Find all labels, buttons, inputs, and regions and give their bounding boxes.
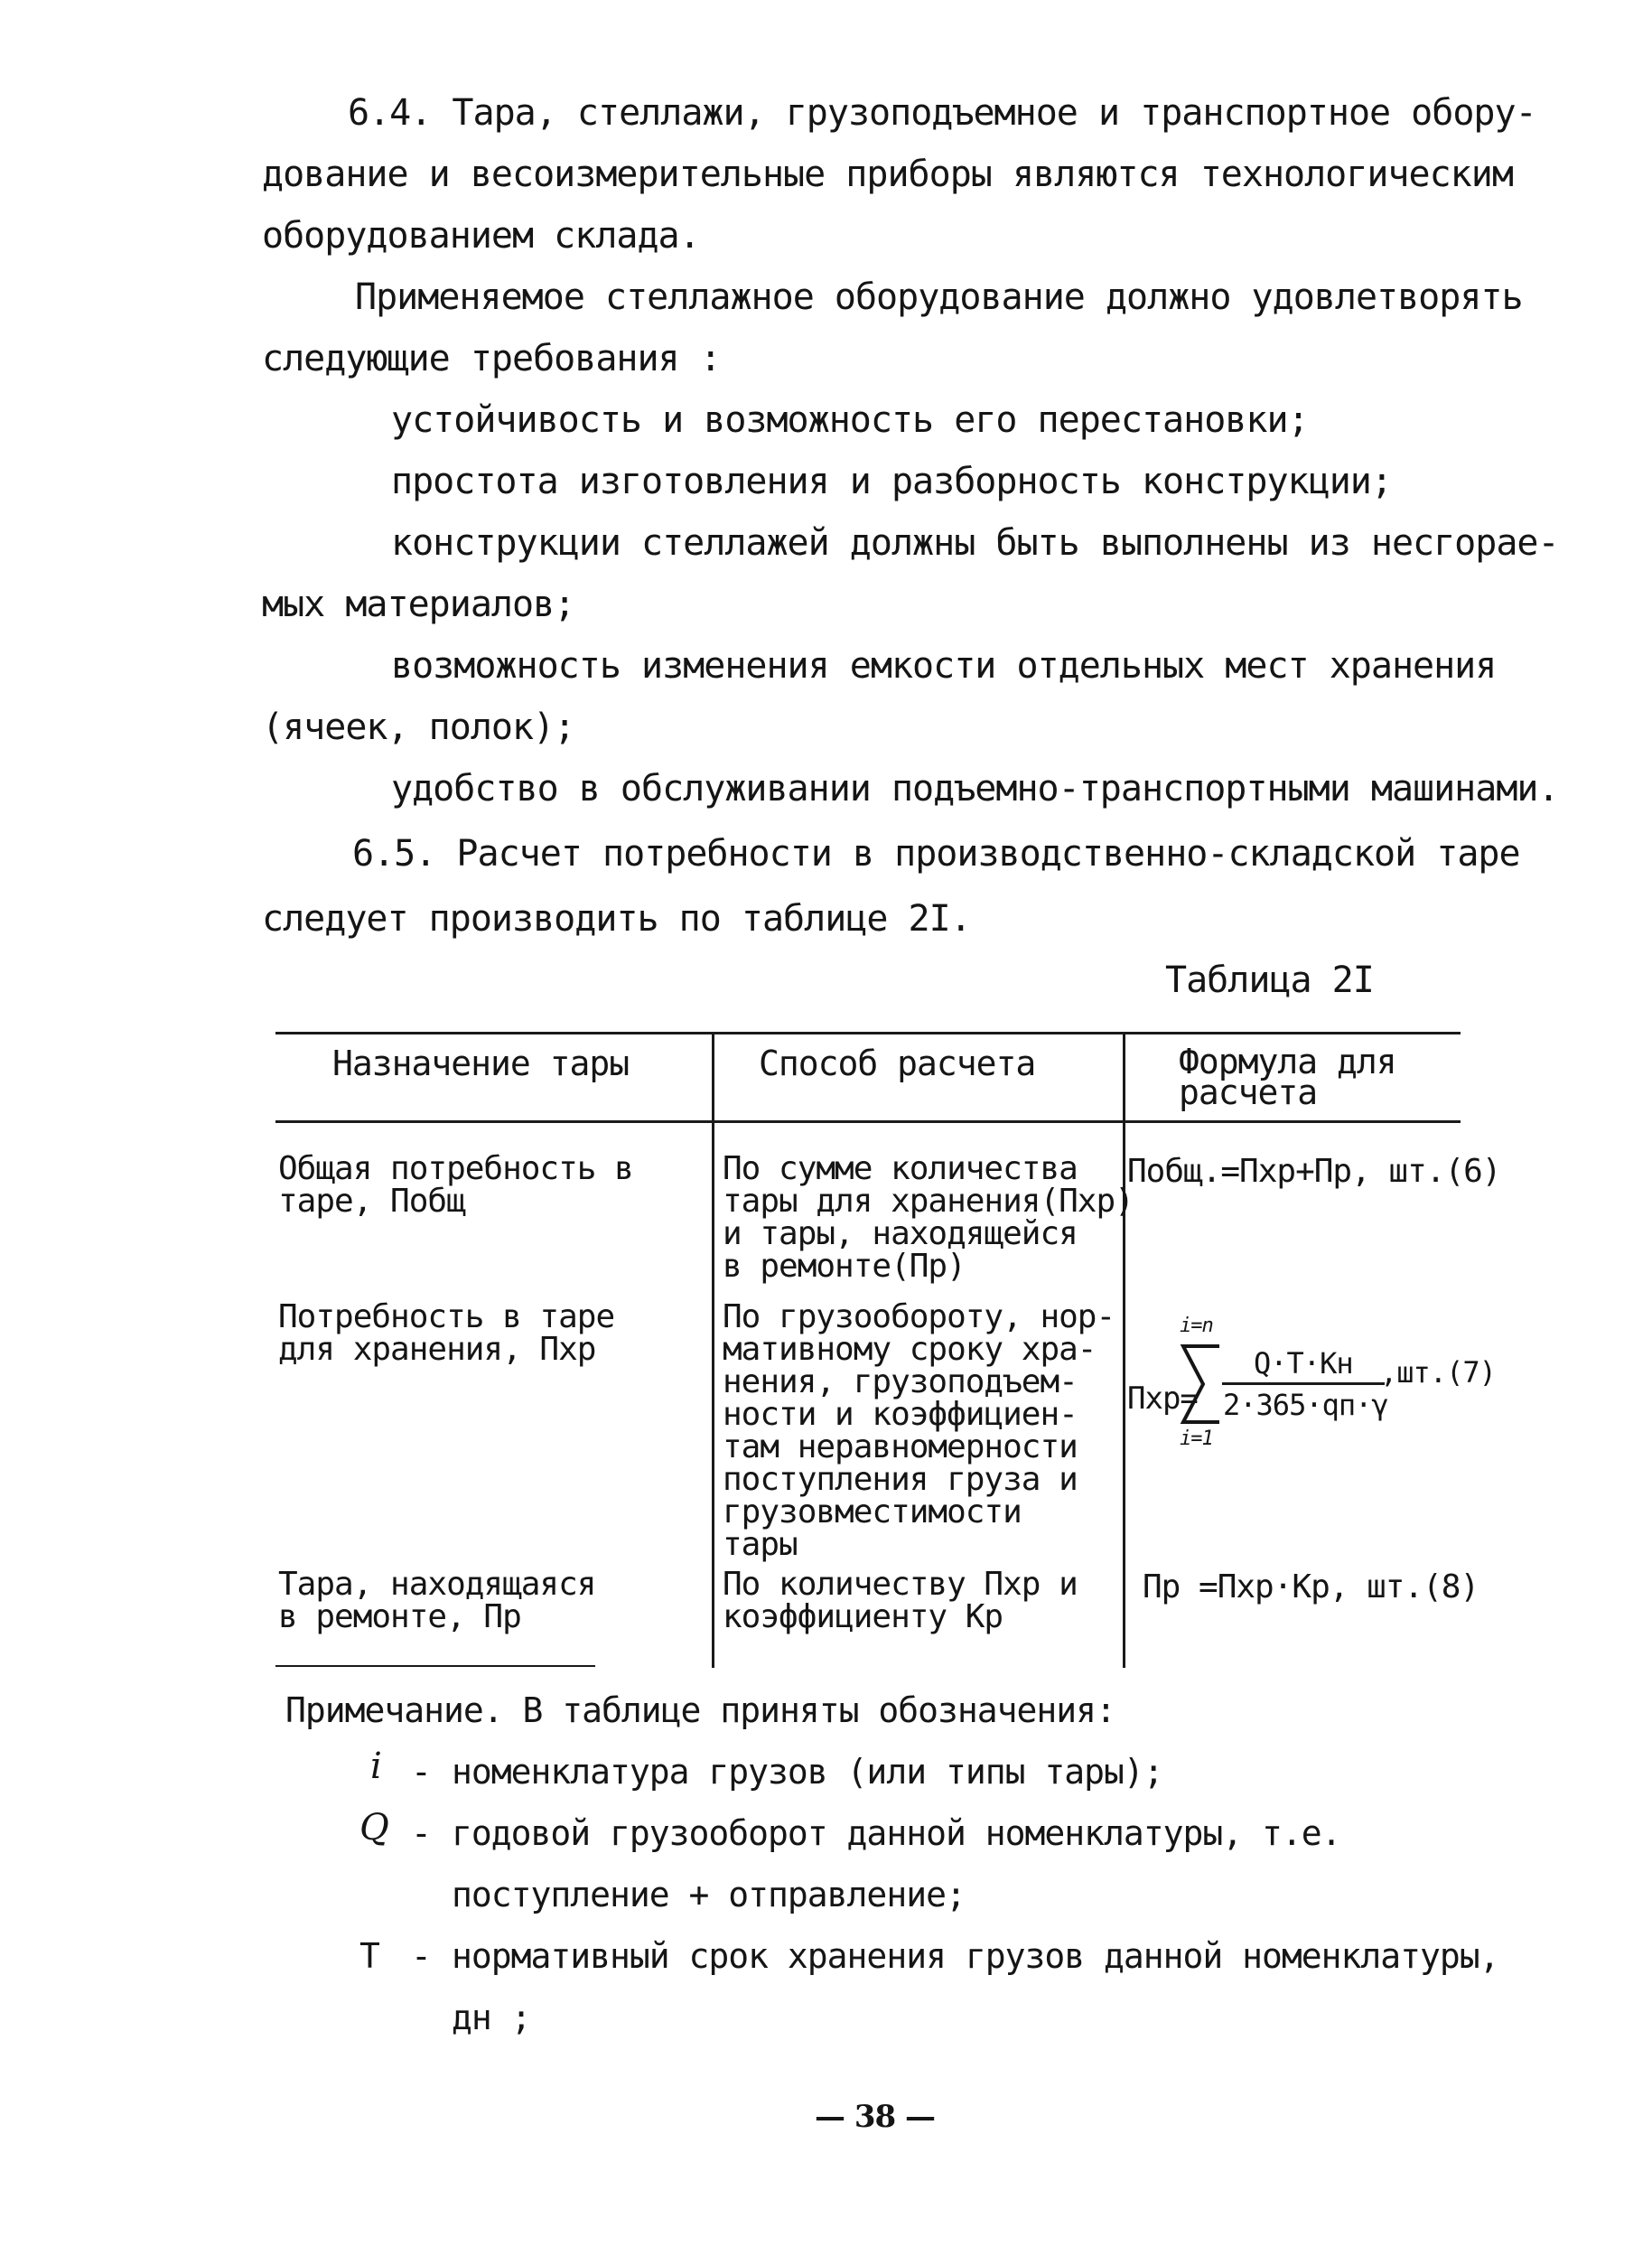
table-cell-formula-8: Пр =Пхр·Кр, шт.(8) (1143, 1568, 1479, 1605)
note-title: Примечание. В таблице приняты обозначения: (285, 1690, 1115, 1730)
table-cell-method: По количеству Пхр и коэффициенту Кр (723, 1566, 1078, 1635)
formula-7-unit: ,шт.(7) (1380, 1355, 1496, 1390)
requirement-item: удобство в обслуживании подъемно-транспортными машинами. (391, 768, 1559, 810)
note-dash: - (411, 1936, 431, 1976)
formula-7-numerator: Q·T·Кн (1254, 1346, 1353, 1381)
page-number: — 38 — (815, 2099, 935, 2135)
paragraph-6-5-line-2: следует производить по таблице 2I. (262, 898, 971, 940)
requirement-item-continuation: (ячеек, полок); (262, 707, 575, 748)
table-header-purpose: Назначение тары (332, 1044, 630, 1083)
table-cell-method: По сумме количества тары для хранения(Пхр) и тары, находящейся в ремонте(Пр) (723, 1150, 1134, 1285)
note-item-text: нормативный срок хранения грузов данной номенклатуры, (452, 1936, 1499, 1976)
table-cell-method: По грузообороту, нор- мативному сроку хра- нения, грузоподъем- ности и коэффициен- там неравномерности поступления груза и грузовместимости тары (723, 1298, 1115, 1563)
note-item-text: годовой грузооборот данной номенклатуры, т.е. (452, 1813, 1341, 1853)
requirement-item: устойчивость и возможность его перестановки; (391, 399, 1309, 441)
table-cell-formula-7 (1127, 1310, 1496, 1455)
table-footnote-rule (275, 1665, 595, 1667)
table-header-rule (275, 1120, 1461, 1123)
requirement-item: конструкции стеллажей должны быть выполнены из несгорае- (391, 522, 1559, 564)
note-item-text: номенклатура грузов (или типы тары); (452, 1752, 1163, 1792)
requirement-item: возможность изменения емкости отдельных мест хранения (391, 645, 1497, 687)
table-cell-formula-6: Побщ.=Пхр+Пр, шт.(6) (1127, 1153, 1501, 1190)
table-column-divider-2 (1123, 1032, 1125, 1668)
note-item-continuation: дн ; (452, 1998, 531, 2037)
note-symbol: Т (359, 1936, 379, 1976)
paragraph-6-4-line-3: оборудованием склада. (262, 215, 700, 257)
table-top-rule (275, 1032, 1461, 1034)
formula-7-lower-limit: i=1 (1180, 1428, 1213, 1450)
formula-7-lhs: Пхр= (1127, 1381, 1198, 1417)
table-caption: Таблица 2I (1165, 960, 1374, 1001)
requirement-item: простота изготовления и разборность конструкции; (391, 461, 1392, 502)
table-column-divider-1 (712, 1032, 714, 1668)
paragraph-6-5-line-1: 6.5. Расчет потребности в производственно-складской таре (352, 833, 1520, 875)
paragraph-6-4-line-2: дование и весоизмерительные приборы являются технологическим (262, 154, 1513, 195)
formula-7-upper-limit: i=n (1180, 1315, 1213, 1337)
paragraph-6-4-line-1: 6.4. Тара, стеллажи, грузоподъемное и транспортное обору- (348, 92, 1536, 134)
requirement-item-continuation: мых материалов; (262, 584, 575, 625)
table-cell-purpose: Тара, находящаяся в ремонте, Пр (278, 1566, 596, 1635)
table-cell-purpose: Общая потребность в таре, Побщ (278, 1150, 633, 1220)
note-dash: - (411, 1813, 431, 1853)
sigma-icon (1178, 1341, 1223, 1428)
note-dash: - (411, 1752, 431, 1792)
requirements-intro-line-2: следующие требования : (262, 338, 721, 379)
note-item-continuation: поступление + отправление; (452, 1875, 966, 1914)
note-symbol: Q (359, 1807, 389, 1849)
table-header-formula: Формула для расчета (1179, 1042, 1396, 1112)
table-header-method: Способ расчета (759, 1044, 1036, 1083)
note-symbol: i (370, 1746, 382, 1787)
formula-7-denominator: 2·365·qп·γ (1223, 1388, 1388, 1422)
table-cell-purpose: Потребность в таре для хранения, Пхр (278, 1298, 615, 1368)
requirements-intro-line-1: Применяемое стеллажное оборудование должно удовлетворять (355, 276, 1523, 318)
formula-7-fraction-bar (1222, 1382, 1385, 1385)
